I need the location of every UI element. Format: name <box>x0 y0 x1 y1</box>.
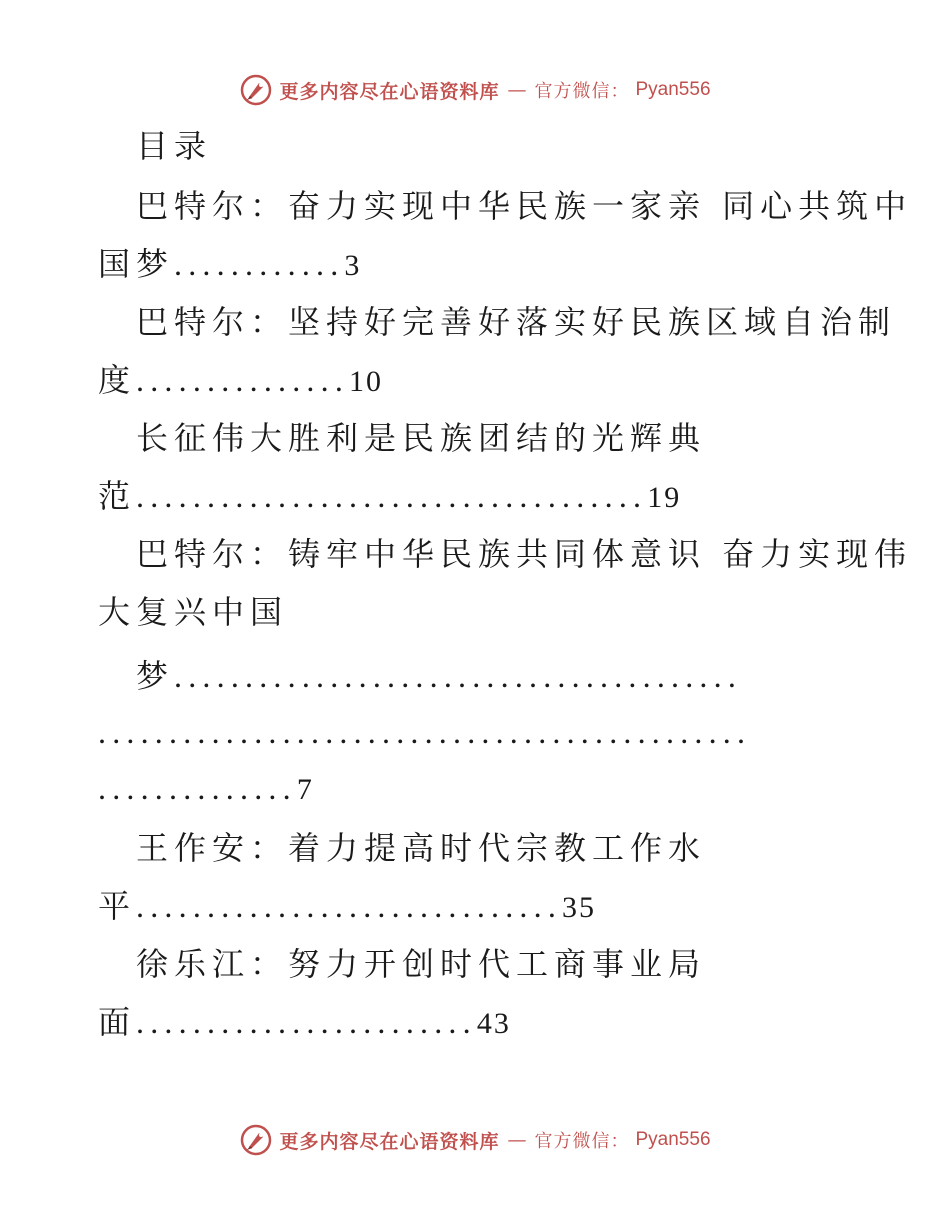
banner-wechat-label: 官方微信： <box>534 81 630 102</box>
pen-nib-logo-icon <box>239 1123 273 1157</box>
toc-entry-6-line1: 徐乐江：努力开创时代工商事业局 <box>136 945 707 983</box>
toc-entry-3-line1: 长征伟大胜利是民族团结的光辉典 <box>136 419 707 457</box>
toc-entry-1-line2 <box>98 244 361 286</box>
banner-separator: — <box>507 79 527 101</box>
toc-entry-1-page: 3 <box>344 249 362 282</box>
toc-entry-4-page: 7 <box>296 773 314 806</box>
toc-entry-5-leader: .............................. <box>136 888 563 924</box>
toc-entry-2-line2 <box>98 360 383 402</box>
toc-entry-6-page: 43 <box>476 1007 511 1040</box>
toc-entry-4-leader-b: .............................................. <box>98 714 752 750</box>
toc-entry-2-line1: 巴特尔：坚持好完善好落实好民族区域自治制 <box>136 303 897 341</box>
toc-entry-6-leader: ........................ <box>136 1004 477 1040</box>
toc-entry-3-page: 19 <box>647 481 682 514</box>
toc-entry-2-leader: ............... <box>136 362 350 398</box>
footer-separator: — <box>507 1129 527 1151</box>
toc-entry-5-page: 35 <box>562 891 597 924</box>
toc-entry-4-line1: 巴特尔：铸牢中华民族共同体意识 奋力实现伟 <box>136 535 913 573</box>
toc-entry-4-line5 <box>98 768 314 810</box>
footer-wechat-id: Pyan556 <box>635 1129 711 1150</box>
toc-entry-4-line4 <box>98 712 751 752</box>
toc-entry-2-text: 度 <box>98 361 137 399</box>
toc-entry-6-line2 <box>98 1002 511 1044</box>
toc-entry-3-leader: .................................... <box>136 478 648 514</box>
toc-title: 目录 <box>136 127 213 165</box>
toc-entry-1-line1: 巴特尔：奋力实现中华民族一家亲 同心共筑中 <box>136 187 913 225</box>
footer-slogan: 更多内容尽在心语资料库 <box>279 1130 500 1153</box>
toc-entry-4-line2: 大复兴中国 <box>98 593 289 631</box>
toc-entry-6-text: 面 <box>98 1003 137 1041</box>
footer-wechat-label: 官方微信： <box>534 1131 630 1152</box>
toc-entry-5-line2 <box>98 886 596 928</box>
toc-entry-3-line2 <box>98 476 681 518</box>
banner-wechat-id: Pyan556 <box>635 79 711 100</box>
toc-entry-1-leader: ............ <box>174 246 345 282</box>
toc-entry-3-text: 范 <box>98 477 137 515</box>
toc-entry-5-line1: 王作安：着力提高时代宗教工作水 <box>136 829 707 867</box>
toc-entry-4-line3 <box>136 656 742 696</box>
toc-entry-5-text: 平 <box>98 887 137 925</box>
header-banner <box>0 70 950 110</box>
toc-entry-4-text: 梦 <box>136 657 175 695</box>
pen-nib-logo-icon <box>239 73 273 107</box>
footer-banner <box>0 1120 950 1160</box>
toc-entry-2-page: 10 <box>349 365 384 398</box>
toc-entry-4-leader-a: ........................................ <box>174 658 743 694</box>
toc-entry-1-text: 国梦 <box>98 245 175 283</box>
toc-entry-4-leader-c: .............. <box>98 770 297 806</box>
banner-slogan: 更多内容尽在心语资料库 <box>279 80 500 103</box>
